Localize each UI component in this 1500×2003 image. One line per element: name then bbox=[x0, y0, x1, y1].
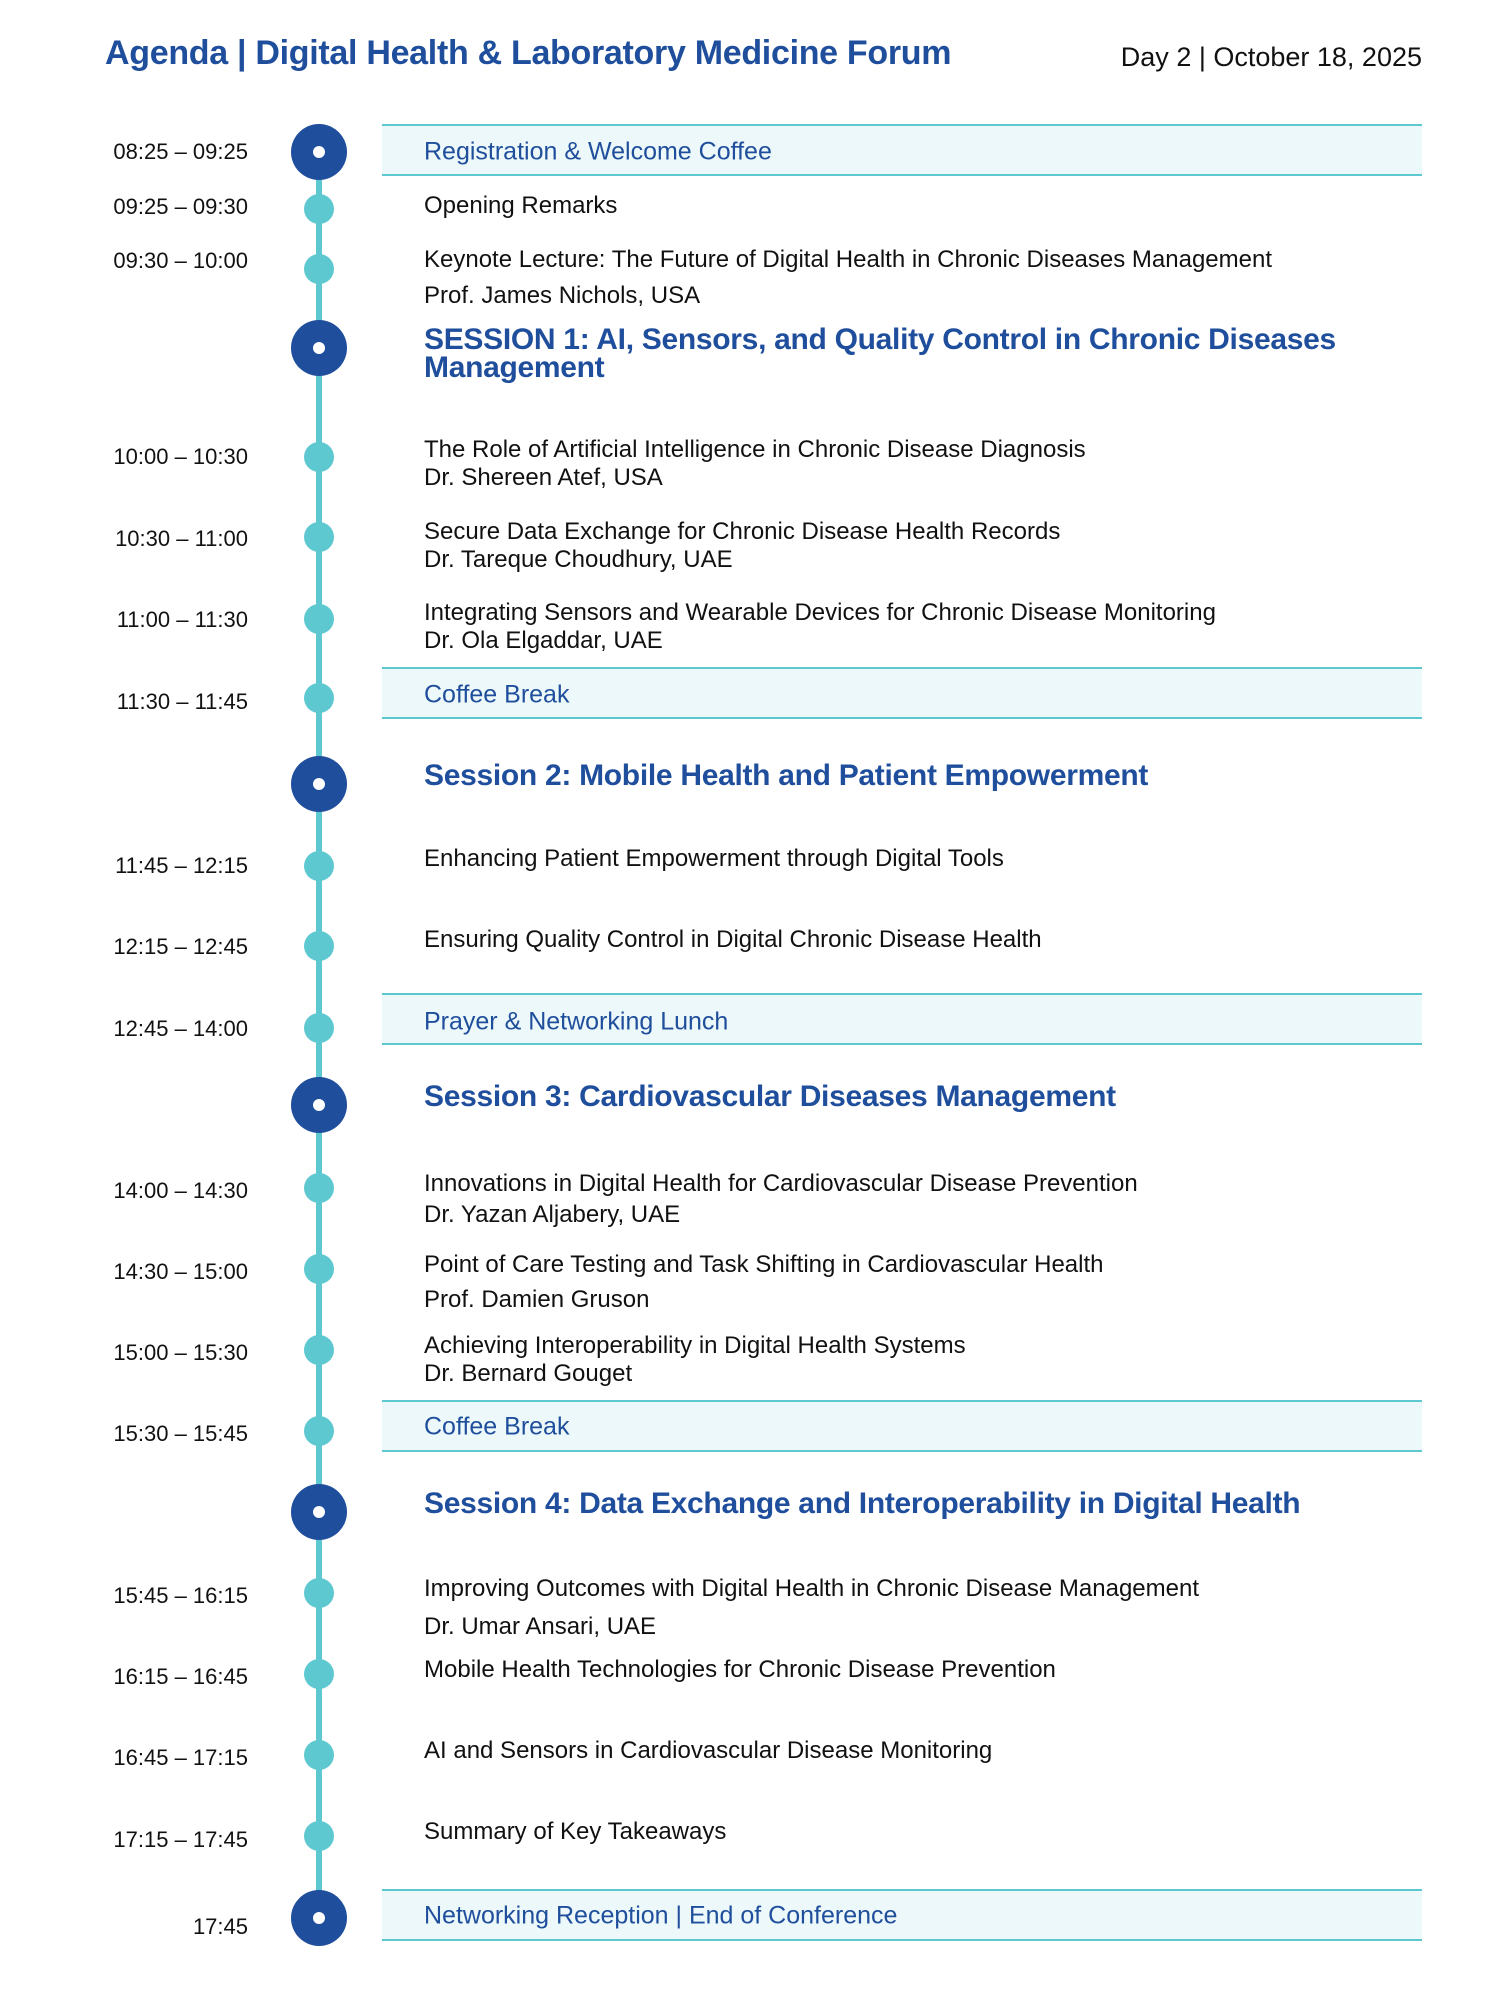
talk-title: Ensuring Quality Control in Digital Chronic Disease Health bbox=[424, 926, 1042, 953]
agenda-time: 11:00 – 11:30 bbox=[116, 607, 248, 632]
talk-title: Opening Remarks bbox=[424, 192, 618, 219]
timeline-dot bbox=[304, 931, 334, 961]
closing-label: Networking Reception | End of Conference bbox=[424, 1901, 898, 1930]
talk-speaker: Dr. Umar Ansari, UAE bbox=[424, 1613, 657, 1640]
agenda-time: 17:15 – 17:45 bbox=[113, 1827, 248, 1852]
talk-speaker: Dr. Shereen Atef, USA bbox=[424, 464, 663, 491]
timeline-dot bbox=[304, 1821, 334, 1851]
timeline-dot bbox=[304, 1013, 334, 1043]
timeline-dot bbox=[304, 1416, 334, 1446]
talk-speaker: Prof. Damien Gruson bbox=[424, 1286, 650, 1313]
timeline-dot bbox=[304, 604, 334, 634]
timeline-dot bbox=[304, 1659, 334, 1689]
talk-speaker: Dr. Tareque Choudhury, UAE bbox=[424, 546, 733, 573]
registration-label: Registration & Welcome Coffee bbox=[424, 137, 772, 166]
session-dot bbox=[291, 320, 347, 376]
talk-title: Achieving Interoperability in Digital Health Systems bbox=[424, 1332, 966, 1359]
session-dot bbox=[291, 1484, 347, 1540]
talk-title: Integrating Sensors and Wearable Devices for Chronic Disease Monitoring bbox=[424, 599, 1216, 626]
agenda-time: 08:25 – 09:25 bbox=[113, 139, 248, 164]
agenda-time: 10:30 – 11:00 bbox=[115, 526, 248, 551]
timeline-dot bbox=[304, 1740, 334, 1770]
talk-speaker: Dr. Yazan Aljabery, UAE bbox=[424, 1201, 681, 1228]
timeline-dot bbox=[304, 1254, 334, 1284]
agenda-time: 16:15 – 16:45 bbox=[113, 1664, 248, 1689]
session-title: Session 2: Mobile Health and Patient Empowerment bbox=[424, 759, 1149, 792]
talk-title: Point of Care Testing and Task Shifting in Cardiovascular Health bbox=[424, 1251, 1104, 1278]
timeline-dot bbox=[304, 851, 334, 881]
timeline-dot bbox=[304, 683, 334, 713]
agenda-time: 17:45 bbox=[192, 1914, 248, 1939]
timeline-dot bbox=[304, 254, 334, 284]
milestone-dot bbox=[291, 1890, 347, 1946]
agenda-time: 11:45 – 12:15 bbox=[115, 853, 248, 878]
talk-title: Enhancing Patient Empowerment through Digital Tools bbox=[424, 845, 1004, 872]
talk-title: The Role of Artificial Intelligence in Chronic Disease Diagnosis bbox=[424, 436, 1086, 463]
page-title: Agenda | Digital Health & Laboratory Medicine Forum bbox=[105, 34, 952, 72]
milestone-dot bbox=[291, 124, 347, 180]
agenda-time: 09:25 – 09:30 bbox=[113, 194, 248, 219]
timeline-dot bbox=[304, 522, 334, 552]
talk-title: Summary of Key Takeaways bbox=[424, 1818, 727, 1845]
agenda-time: 16:45 – 17:15 bbox=[113, 1745, 248, 1770]
talk-title: AI and Sensors in Cardiovascular Disease Monitoring bbox=[424, 1737, 993, 1764]
day-label: Day 2 | October 18, 2025 bbox=[1120, 42, 1422, 72]
agenda-time: 14:00 – 14:30 bbox=[113, 1178, 248, 1203]
talk-title: Improving Outcomes with Digital Health in Chronic Disease Management bbox=[424, 1575, 1200, 1602]
timeline-dot bbox=[304, 1173, 334, 1203]
agenda-time: 12:45 – 14:00 bbox=[113, 1016, 248, 1041]
timeline-dot bbox=[304, 1335, 334, 1365]
talk-title: Innovations in Digital Health for Cardiovascular Disease Prevention bbox=[424, 1170, 1138, 1197]
agenda-time: 10:00 – 10:30 bbox=[113, 444, 248, 469]
session-title: SESSION 1: AI, Sensors, and Quality Control in Chronic Diseases Management bbox=[424, 323, 1336, 384]
talk-speaker: Prof. James Nichols, USA bbox=[424, 282, 701, 309]
agenda-time: 12:15 – 12:45 bbox=[113, 934, 248, 959]
talk-title: Secure Data Exchange for Chronic Disease Health Records bbox=[424, 518, 1061, 545]
agenda-time: 15:45 – 16:15 bbox=[113, 1583, 248, 1608]
timeline-dot bbox=[304, 442, 334, 472]
lunch-label: Prayer & Networking Lunch bbox=[424, 1007, 729, 1036]
session-title: Session 3: Cardiovascular Diseases Management bbox=[424, 1080, 1116, 1113]
talk-speaker: Dr. Ola Elgaddar, UAE bbox=[424, 627, 663, 654]
agenda-time: 11:30 – 11:45 bbox=[116, 689, 248, 714]
timeline-dot bbox=[304, 1578, 334, 1608]
agenda-time: 15:30 – 15:45 bbox=[113, 1421, 248, 1446]
session-dot bbox=[291, 1077, 347, 1133]
talk-speaker: Dr. Bernard Gouget bbox=[424, 1360, 633, 1387]
timeline-dot bbox=[304, 194, 334, 224]
break-label: Coffee Break bbox=[424, 1412, 570, 1441]
agenda-time: 15:00 – 15:30 bbox=[113, 1340, 248, 1365]
agenda-time: 14:30 – 15:00 bbox=[113, 1259, 248, 1284]
session-title: Session 4: Data Exchange and Interoperability in Digital Health bbox=[424, 1487, 1301, 1520]
session-dot bbox=[291, 756, 347, 812]
agenda-time: 09:30 – 10:00 bbox=[113, 248, 248, 273]
talk-title: Mobile Health Technologies for Chronic Disease Prevention bbox=[424, 1656, 1056, 1683]
talk-title: Keynote Lecture: The Future of Digital Health in Chronic Diseases Management bbox=[424, 246, 1273, 273]
break-label: Coffee Break bbox=[424, 680, 570, 709]
